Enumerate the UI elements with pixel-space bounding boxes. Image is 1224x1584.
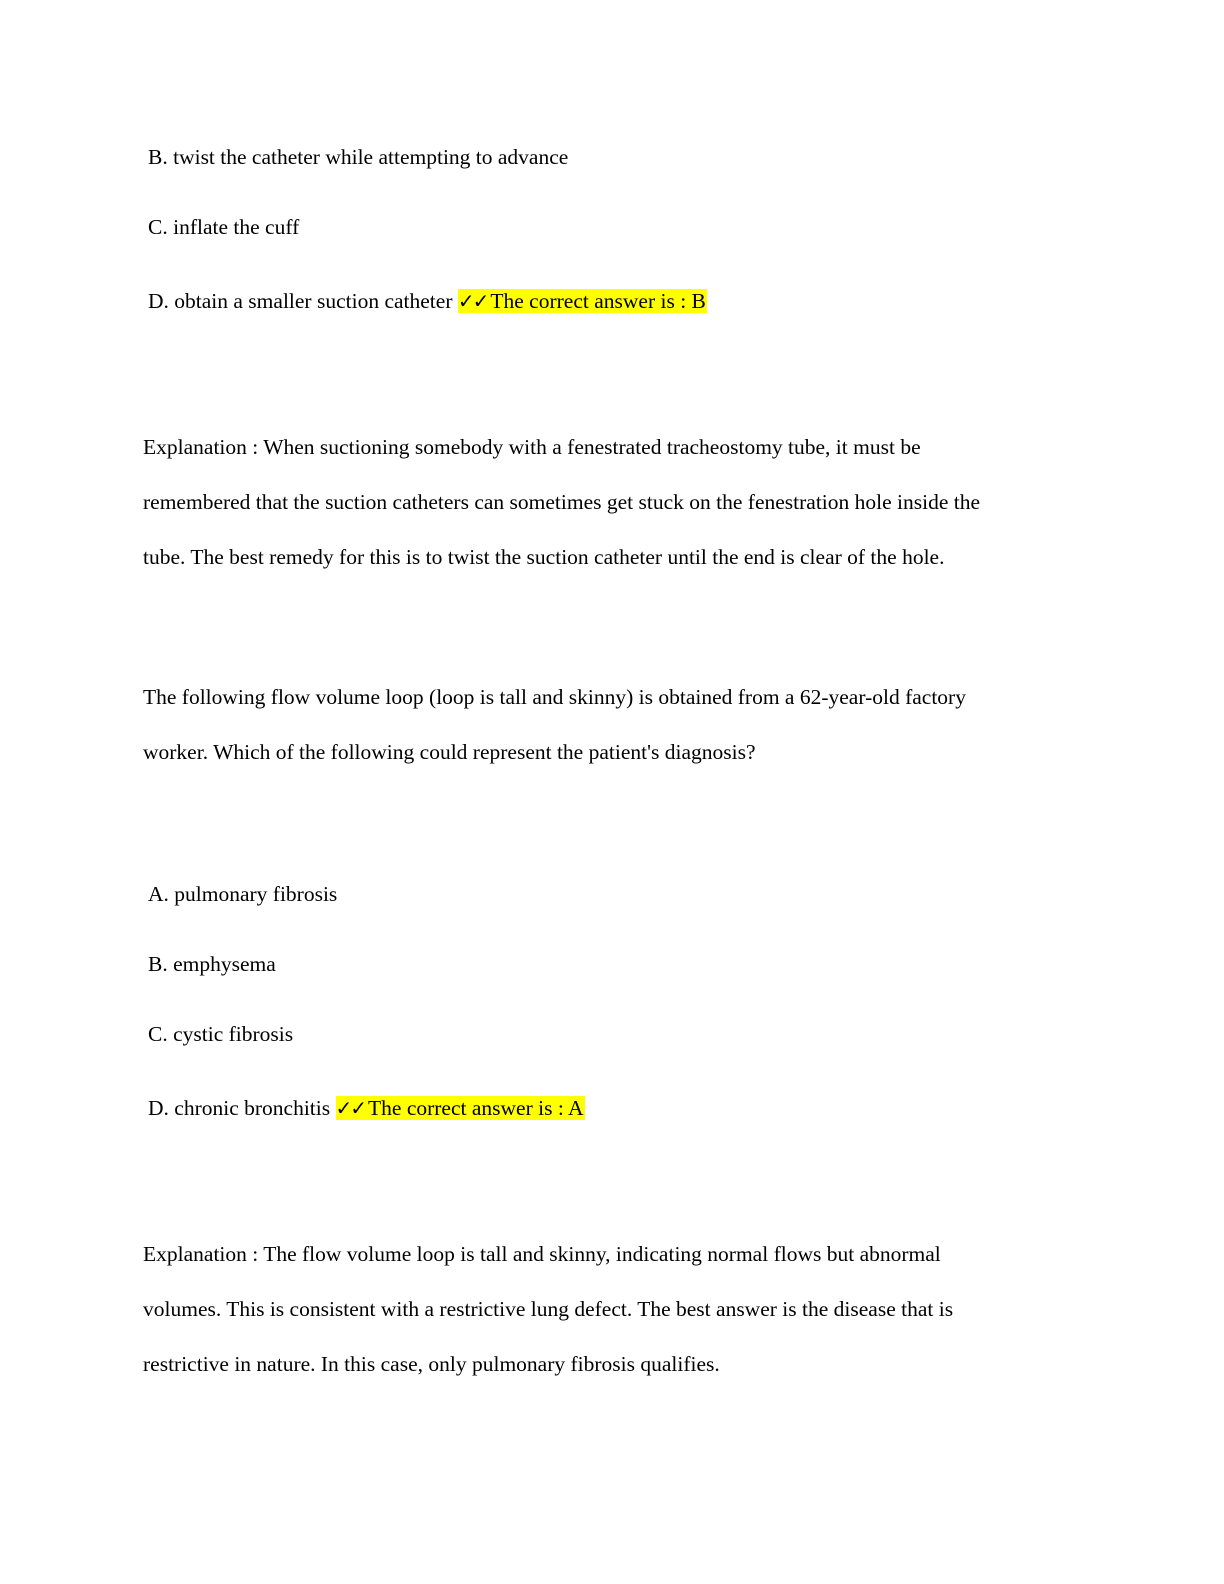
answer-option-d-text: D. chronic bronchitis — [148, 1096, 331, 1120]
answer-option-c: C. cystic fibrosis — [148, 1022, 294, 1046]
correct-answer-highlight — [458, 289, 707, 313]
answer-option-d — [148, 287, 707, 315]
explanation-line: Explanation : The flow volume loop is tall and skinny, indicating normal flows but abnormal — [143, 1242, 941, 1266]
correct-answer-text: The correct answer is : A — [368, 1096, 584, 1120]
double-check-icon: ✓✓ — [335, 1096, 366, 1120]
correct-answer-text: The correct answer is : B — [490, 289, 706, 313]
question-stem-line: worker. Which of the following could represent the patient's diagnosis? — [143, 740, 756, 764]
answer-option-b: B. twist the catheter while attempting to advance — [148, 145, 569, 169]
explanation-line: remembered that the suction catheters can sometimes get stuck on the fenestration hole inside the — [143, 490, 981, 514]
answer-option-d — [148, 1094, 585, 1122]
double-check-icon: ✓✓ — [457, 289, 488, 313]
answer-option-b: B. emphysema — [148, 952, 276, 976]
answer-option-a: A. pulmonary fibrosis — [148, 882, 338, 906]
correct-answer-highlight — [336, 1096, 585, 1120]
explanation-line: volumes. This is consistent with a restrictive lung defect. The best answer is the disease that is — [143, 1297, 954, 1321]
explanation-line: tube. The best remedy for this is to twist the suction catheter until the end is clear of the hole. — [143, 545, 945, 569]
question-stem-line: The following flow volume loop (loop is tall and skinny) is obtained from a 62-year-old factory — [143, 685, 966, 709]
explanation-line: Explanation : When suctioning somebody with a fenestrated tracheostomy tube, it must be — [143, 435, 921, 459]
explanation-line: restrictive in nature. In this case, only pulmonary fibrosis qualifies. — [143, 1352, 720, 1376]
answer-option-c: C. inflate the cuff — [148, 215, 300, 239]
answer-option-d-text: D. obtain a smaller suction catheter — [148, 289, 453, 313]
